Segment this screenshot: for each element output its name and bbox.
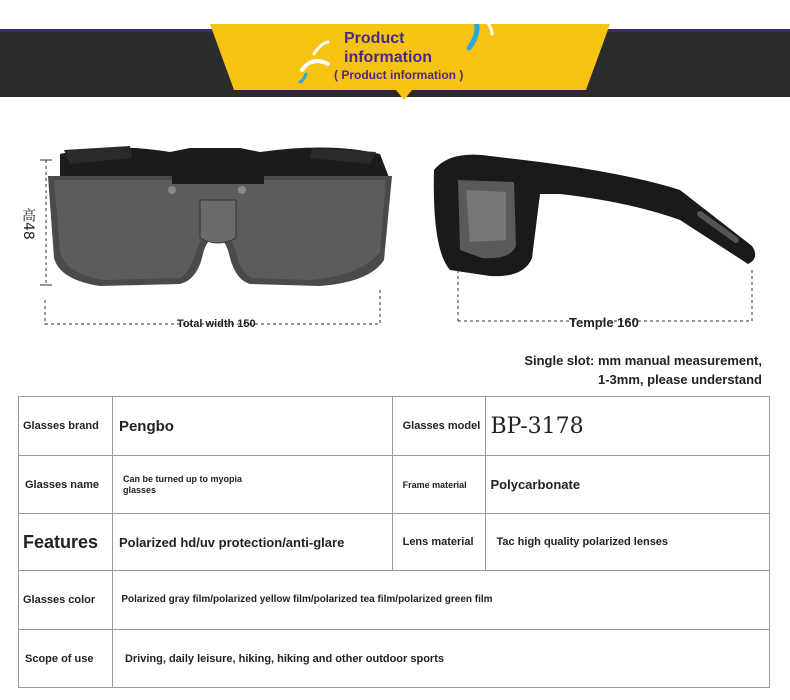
table-row — [19, 514, 770, 571]
color-value: Polarized gray film/polarized yellow film/polarized tea film/polarized green film — [121, 594, 493, 605]
frame-material-label: Frame material — [392, 456, 486, 514]
total-width-label: Total width 150 — [177, 318, 256, 330]
name-value-cell — [112, 456, 392, 514]
glasses-front-image — [40, 140, 400, 330]
name-label: Glasses name — [19, 456, 113, 514]
brand-value: Pengbo — [112, 397, 392, 456]
model-label: Glasses model — [392, 397, 486, 456]
measurement-note — [524, 351, 762, 389]
table-row — [19, 456, 770, 514]
table-row — [19, 571, 770, 630]
section-subtitle: ( Product information ) — [334, 68, 464, 82]
measurement-note-line-1: Single slot: mm manual measurement, — [524, 353, 762, 368]
section-title: Product information — [344, 30, 432, 66]
glasses-side-image — [430, 150, 770, 330]
frame-material-value: Polycarbonate — [486, 456, 770, 514]
features-label: Features — [19, 514, 113, 571]
measurement-note-line-2: 1-3mm, please understand — [598, 372, 762, 387]
lens-material-label: Lens material — [392, 514, 486, 571]
name-value: Can be turned up to myopia glasses — [122, 473, 242, 495]
table-row — [19, 397, 770, 456]
temple-length-label: Temple 160 — [569, 315, 639, 330]
section-title-tag — [210, 24, 610, 92]
model-value: BP-3178 — [486, 397, 770, 456]
color-value-cell — [112, 571, 769, 630]
scope-label: Scope of use — [19, 630, 113, 688]
lens-height-label: 高48 — [20, 208, 36, 240]
lens-material-value: Tac high quality polarized lenses — [486, 514, 770, 571]
scope-value: Driving, daily leisure, hiking, hiking and other outdoor sports — [112, 630, 769, 688]
brand-label: Glasses brand — [19, 397, 113, 456]
color-label: Glasses color — [19, 571, 113, 630]
table-row — [19, 630, 770, 688]
spec-table — [18, 396, 770, 688]
features-value: Polarized hd/uv protection/anti-glare — [112, 514, 392, 571]
